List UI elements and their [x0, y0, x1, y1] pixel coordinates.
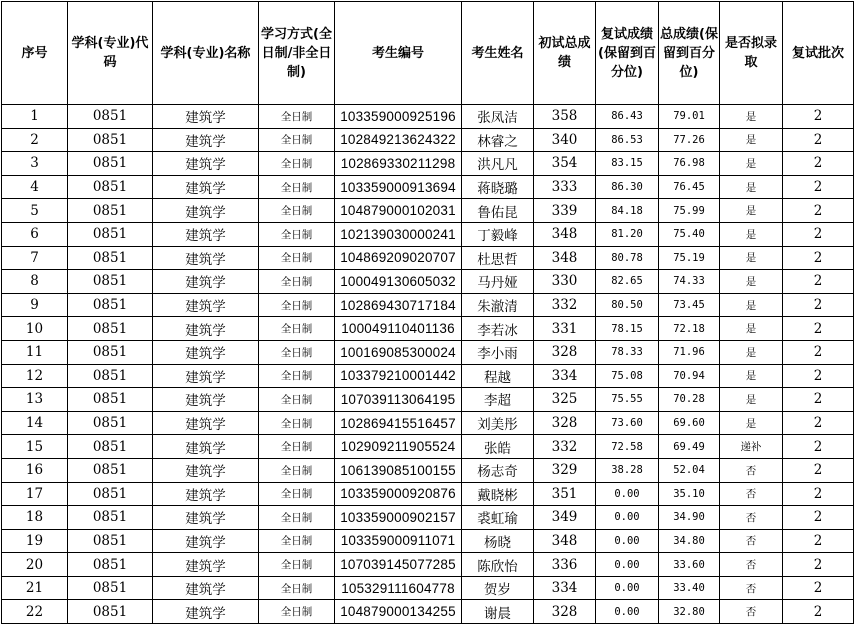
- table-row: [2, 128, 854, 152]
- cell-retest-batch: 2: [783, 388, 854, 412]
- cell-major-name: 建筑学: [153, 293, 259, 317]
- cell-retest-score: 78.33: [596, 340, 659, 364]
- cell-total-score: 75.19: [659, 246, 720, 270]
- cell-retest-batch: 2: [783, 576, 854, 600]
- cell-major-code: 0851: [68, 222, 153, 246]
- cell-initial-score: 348: [534, 246, 596, 270]
- cell-index: 21: [2, 576, 68, 600]
- table-row: [2, 222, 854, 246]
- cell-candidate-name: 陈欣怡: [462, 553, 534, 577]
- cell-index: 22: [2, 600, 68, 624]
- header-major-code: 学科(专业)代码: [68, 2, 153, 105]
- cell-total-score: 34.90: [659, 506, 720, 530]
- cell-candidate-id: 100049130605032: [335, 270, 462, 294]
- cell-study-mode: 全日制: [259, 105, 335, 129]
- cell-total-score: 32.80: [659, 600, 720, 624]
- cell-admitted: 否: [720, 506, 783, 530]
- cell-admitted: 是: [720, 411, 783, 435]
- cell-initial-score: 336: [534, 553, 596, 577]
- cell-admitted: 是: [720, 175, 783, 199]
- cell-retest-batch: 2: [783, 506, 854, 530]
- cell-study-mode: 全日制: [259, 175, 335, 199]
- cell-study-mode: 全日制: [259, 293, 335, 317]
- cell-study-mode: 全日制: [259, 482, 335, 506]
- table-row: [2, 152, 854, 176]
- table-row: [2, 105, 854, 129]
- cell-index: 6: [2, 222, 68, 246]
- cell-total-score: 76.45: [659, 175, 720, 199]
- cell-candidate-id: 106139085100155: [335, 458, 462, 482]
- cell-candidate-name: 张皓: [462, 435, 534, 459]
- cell-major-name: 建筑学: [153, 340, 259, 364]
- cell-candidate-name: 李若冰: [462, 317, 534, 341]
- cell-admitted: 是: [720, 317, 783, 341]
- cell-candidate-name: 林睿之: [462, 128, 534, 152]
- cell-major-code: 0851: [68, 482, 153, 506]
- cell-major-name: 建筑学: [153, 199, 259, 223]
- cell-candidate-id: 103359000920876: [335, 482, 462, 506]
- cell-candidate-id: 103359000902157: [335, 506, 462, 530]
- cell-major-code: 0851: [68, 152, 153, 176]
- cell-admitted: 是: [720, 293, 783, 317]
- cell-retest-batch: 2: [783, 199, 854, 223]
- cell-candidate-name: 贺岁: [462, 576, 534, 600]
- cell-study-mode: 全日制: [259, 270, 335, 294]
- cell-major-code: 0851: [68, 411, 153, 435]
- cell-index: 10: [2, 317, 68, 341]
- cell-admitted: 是: [720, 246, 783, 270]
- cell-initial-score: 348: [534, 222, 596, 246]
- cell-initial-score: 332: [534, 435, 596, 459]
- table-row: [2, 458, 854, 482]
- cell-major-code: 0851: [68, 175, 153, 199]
- cell-major-name: 建筑学: [153, 458, 259, 482]
- cell-candidate-id: 102139030000241: [335, 222, 462, 246]
- cell-retest-batch: 2: [783, 317, 854, 341]
- cell-candidate-id: 102869330211298: [335, 152, 462, 176]
- cell-study-mode: 全日制: [259, 246, 335, 270]
- cell-index: 20: [2, 553, 68, 577]
- cell-retest-score: 0.00: [596, 529, 659, 553]
- cell-total-score: 69.60: [659, 411, 720, 435]
- cell-admitted: 是: [720, 128, 783, 152]
- cell-total-score: 34.80: [659, 529, 720, 553]
- header-row: [2, 2, 854, 105]
- cell-initial-score: 331: [534, 317, 596, 341]
- cell-candidate-name: 程越: [462, 364, 534, 388]
- cell-major-code: 0851: [68, 364, 153, 388]
- cell-candidate-id: 102849213624322: [335, 128, 462, 152]
- cell-total-score: 70.28: [659, 388, 720, 412]
- cell-major-name: 建筑学: [153, 175, 259, 199]
- cell-initial-score: 348: [534, 529, 596, 553]
- cell-candidate-id: 104879000134255: [335, 600, 462, 624]
- cell-major-name: 建筑学: [153, 105, 259, 129]
- cell-retest-score: 82.65: [596, 270, 659, 294]
- cell-major-name: 建筑学: [153, 576, 259, 600]
- cell-index: 17: [2, 482, 68, 506]
- cell-candidate-name: 丁毅峰: [462, 222, 534, 246]
- table-row: [2, 246, 854, 270]
- cell-study-mode: 全日制: [259, 388, 335, 412]
- header-total-score: 总成绩(保留到百分位): [659, 2, 720, 105]
- cell-retest-score: 0.00: [596, 553, 659, 577]
- cell-retest-score: 80.78: [596, 246, 659, 270]
- cell-major-name: 建筑学: [153, 553, 259, 577]
- cell-index: 14: [2, 411, 68, 435]
- cell-total-score: 76.98: [659, 152, 720, 176]
- admission-table: [1, 1, 854, 624]
- cell-retest-score: 72.58: [596, 435, 659, 459]
- cell-initial-score: 339: [534, 199, 596, 223]
- table-row: [2, 270, 854, 294]
- table-row: [2, 175, 854, 199]
- cell-retest-score: 86.43: [596, 105, 659, 129]
- cell-admitted: 是: [720, 105, 783, 129]
- cell-index: 1: [2, 105, 68, 129]
- cell-retest-batch: 2: [783, 105, 854, 129]
- cell-initial-score: 358: [534, 105, 596, 129]
- cell-admitted: 否: [720, 529, 783, 553]
- cell-candidate-id: 102869415516457: [335, 411, 462, 435]
- cell-retest-batch: 2: [783, 600, 854, 624]
- cell-retest-batch: 2: [783, 482, 854, 506]
- cell-candidate-id: 107039145077285: [335, 553, 462, 577]
- cell-major-name: 建筑学: [153, 506, 259, 530]
- header-admitted: 是否拟录取: [720, 2, 783, 105]
- table-row: [2, 364, 854, 388]
- cell-retest-score: 80.50: [596, 293, 659, 317]
- cell-retest-batch: 2: [783, 293, 854, 317]
- cell-initial-score: 328: [534, 340, 596, 364]
- cell-major-name: 建筑学: [153, 600, 259, 624]
- cell-major-code: 0851: [68, 128, 153, 152]
- cell-total-score: 75.99: [659, 199, 720, 223]
- cell-candidate-name: 戴晓彬: [462, 482, 534, 506]
- cell-retest-batch: 2: [783, 340, 854, 364]
- cell-retest-score: 38.28: [596, 458, 659, 482]
- cell-retest-batch: 2: [783, 411, 854, 435]
- cell-initial-score: 340: [534, 128, 596, 152]
- cell-study-mode: 全日制: [259, 364, 335, 388]
- cell-major-name: 建筑学: [153, 152, 259, 176]
- cell-total-score: 73.45: [659, 293, 720, 317]
- cell-major-name: 建筑学: [153, 128, 259, 152]
- cell-initial-score: 328: [534, 411, 596, 435]
- header-initial-score: 初试总成绩: [534, 2, 596, 105]
- cell-major-name: 建筑学: [153, 482, 259, 506]
- cell-retest-score: 84.18: [596, 199, 659, 223]
- cell-major-code: 0851: [68, 600, 153, 624]
- cell-retest-score: 0.00: [596, 506, 659, 530]
- cell-major-name: 建筑学: [153, 246, 259, 270]
- cell-retest-score: 0.00: [596, 482, 659, 506]
- cell-retest-batch: 2: [783, 364, 854, 388]
- cell-candidate-name: 杜思哲: [462, 246, 534, 270]
- cell-index: 7: [2, 246, 68, 270]
- cell-study-mode: 全日制: [259, 576, 335, 600]
- cell-index: 12: [2, 364, 68, 388]
- cell-index: 5: [2, 199, 68, 223]
- cell-total-score: 35.10: [659, 482, 720, 506]
- cell-study-mode: 全日制: [259, 199, 335, 223]
- cell-index: 11: [2, 340, 68, 364]
- cell-candidate-id: 103359000925196: [335, 105, 462, 129]
- cell-candidate-name: 朱澈清: [462, 293, 534, 317]
- table-row: [2, 506, 854, 530]
- header-study-mode: 学习方式(全日制/非全日制): [259, 2, 335, 105]
- cell-index: 19: [2, 529, 68, 553]
- table-row: [2, 388, 854, 412]
- cell-candidate-id: 100049110401136: [335, 317, 462, 341]
- table-body: [2, 105, 854, 624]
- cell-initial-score: 330: [534, 270, 596, 294]
- cell-retest-score: 75.55: [596, 388, 659, 412]
- table-row: [2, 340, 854, 364]
- cell-initial-score: 328: [534, 600, 596, 624]
- cell-major-name: 建筑学: [153, 317, 259, 341]
- cell-index: 2: [2, 128, 68, 152]
- cell-major-code: 0851: [68, 388, 153, 412]
- cell-retest-score: 73.60: [596, 411, 659, 435]
- cell-major-name: 建筑学: [153, 529, 259, 553]
- cell-admitted: 是: [720, 388, 783, 412]
- cell-total-score: 52.04: [659, 458, 720, 482]
- cell-total-score: 33.40: [659, 576, 720, 600]
- header-major-name: 学科(专业)名称: [153, 2, 259, 105]
- cell-study-mode: 全日制: [259, 411, 335, 435]
- table-row: [2, 411, 854, 435]
- cell-index: 4: [2, 175, 68, 199]
- cell-candidate-id: 102909211905524: [335, 435, 462, 459]
- table-row: [2, 576, 854, 600]
- cell-index: 9: [2, 293, 68, 317]
- table-row: [2, 482, 854, 506]
- cell-major-name: 建筑学: [153, 364, 259, 388]
- cell-major-code: 0851: [68, 246, 153, 270]
- cell-study-mode: 全日制: [259, 128, 335, 152]
- cell-retest-batch: 2: [783, 435, 854, 459]
- cell-retest-batch: 2: [783, 222, 854, 246]
- table-row: [2, 317, 854, 341]
- cell-major-code: 0851: [68, 317, 153, 341]
- cell-major-name: 建筑学: [153, 270, 259, 294]
- cell-admitted: 是: [720, 222, 783, 246]
- cell-admitted: 否: [720, 600, 783, 624]
- cell-initial-score: 332: [534, 293, 596, 317]
- cell-major-code: 0851: [68, 270, 153, 294]
- cell-index: 18: [2, 506, 68, 530]
- cell-admitted: 是: [720, 152, 783, 176]
- cell-major-name: 建筑学: [153, 411, 259, 435]
- cell-major-code: 0851: [68, 529, 153, 553]
- cell-study-mode: 全日制: [259, 529, 335, 553]
- cell-retest-batch: 2: [783, 270, 854, 294]
- cell-admitted: 是: [720, 340, 783, 364]
- cell-admitted: 递补: [720, 435, 783, 459]
- cell-candidate-id: 103379210001442: [335, 364, 462, 388]
- cell-total-score: 77.26: [659, 128, 720, 152]
- cell-admitted: 否: [720, 553, 783, 577]
- cell-study-mode: 全日制: [259, 458, 335, 482]
- cell-study-mode: 全日制: [259, 340, 335, 364]
- cell-candidate-name: 洪凡凡: [462, 152, 534, 176]
- cell-retest-batch: 2: [783, 529, 854, 553]
- cell-retest-batch: 2: [783, 246, 854, 270]
- table-row: [2, 293, 854, 317]
- cell-total-score: 70.94: [659, 364, 720, 388]
- cell-index: 13: [2, 388, 68, 412]
- cell-candidate-id: 103359000913694: [335, 175, 462, 199]
- cell-initial-score: 334: [534, 576, 596, 600]
- cell-major-code: 0851: [68, 105, 153, 129]
- cell-major-code: 0851: [68, 576, 153, 600]
- cell-major-code: 0851: [68, 506, 153, 530]
- header-index: 序号: [2, 2, 68, 105]
- cell-major-code: 0851: [68, 435, 153, 459]
- cell-initial-score: 329: [534, 458, 596, 482]
- cell-retest-score: 86.53: [596, 128, 659, 152]
- cell-initial-score: 349: [534, 506, 596, 530]
- cell-major-name: 建筑学: [153, 222, 259, 246]
- cell-candidate-name: 李小雨: [462, 340, 534, 364]
- cell-study-mode: 全日制: [259, 553, 335, 577]
- cell-total-score: 71.96: [659, 340, 720, 364]
- cell-candidate-id: 105329111604778: [335, 576, 462, 600]
- cell-total-score: 74.33: [659, 270, 720, 294]
- cell-study-mode: 全日制: [259, 600, 335, 624]
- cell-study-mode: 全日制: [259, 435, 335, 459]
- cell-initial-score: 351: [534, 482, 596, 506]
- cell-candidate-name: 谢晨: [462, 600, 534, 624]
- cell-retest-score: 0.00: [596, 600, 659, 624]
- cell-major-code: 0851: [68, 458, 153, 482]
- cell-retest-batch: 2: [783, 128, 854, 152]
- cell-study-mode: 全日制: [259, 152, 335, 176]
- cell-retest-batch: 2: [783, 175, 854, 199]
- cell-candidate-name: 蒋晓璐: [462, 175, 534, 199]
- cell-candidate-name: 杨志奇: [462, 458, 534, 482]
- cell-major-name: 建筑学: [153, 388, 259, 412]
- cell-candidate-id: 103359000911071: [335, 529, 462, 553]
- cell-admitted: 否: [720, 458, 783, 482]
- cell-retest-score: 86.30: [596, 175, 659, 199]
- cell-admitted: 是: [720, 270, 783, 294]
- cell-retest-batch: 2: [783, 553, 854, 577]
- table-row: [2, 529, 854, 553]
- cell-major-code: 0851: [68, 199, 153, 223]
- cell-admitted: 否: [720, 576, 783, 600]
- table-row: [2, 600, 854, 624]
- cell-candidate-id: 107039113064195: [335, 388, 462, 412]
- cell-initial-score: 354: [534, 152, 596, 176]
- header-candidate-name: 考生姓名: [462, 2, 534, 105]
- cell-admitted: 否: [720, 482, 783, 506]
- cell-total-score: 33.60: [659, 553, 720, 577]
- cell-total-score: 69.49: [659, 435, 720, 459]
- header-retest-batch: 复试批次: [783, 2, 854, 105]
- cell-major-code: 0851: [68, 553, 153, 577]
- cell-initial-score: 333: [534, 175, 596, 199]
- cell-candidate-name: 杨晓: [462, 529, 534, 553]
- cell-retest-score: 75.08: [596, 364, 659, 388]
- cell-retest-batch: 2: [783, 152, 854, 176]
- cell-index: 16: [2, 458, 68, 482]
- cell-admitted: 是: [720, 364, 783, 388]
- cell-index: 8: [2, 270, 68, 294]
- cell-index: 3: [2, 152, 68, 176]
- cell-retest-score: 81.20: [596, 222, 659, 246]
- cell-initial-score: 325: [534, 388, 596, 412]
- table-row: [2, 199, 854, 223]
- table-row: [2, 435, 854, 459]
- cell-candidate-name: 张凤洁: [462, 105, 534, 129]
- cell-study-mode: 全日制: [259, 317, 335, 341]
- cell-total-score: 79.01: [659, 105, 720, 129]
- cell-candidate-id: 102869430717184: [335, 293, 462, 317]
- cell-candidate-id: 104869209020707: [335, 246, 462, 270]
- cell-candidate-name: 李超: [462, 388, 534, 412]
- cell-retest-score: 0.00: [596, 576, 659, 600]
- cell-admitted: 是: [720, 199, 783, 223]
- cell-major-code: 0851: [68, 340, 153, 364]
- cell-candidate-name: 裘虹瑜: [462, 506, 534, 530]
- cell-candidate-name: 马丹娅: [462, 270, 534, 294]
- cell-candidate-id: 100169085300024: [335, 340, 462, 364]
- cell-initial-score: 334: [534, 364, 596, 388]
- cell-major-code: 0851: [68, 293, 153, 317]
- table-row: [2, 553, 854, 577]
- cell-candidate-name: 刘美彤: [462, 411, 534, 435]
- cell-total-score: 72.18: [659, 317, 720, 341]
- cell-retest-score: 78.15: [596, 317, 659, 341]
- cell-total-score: 75.40: [659, 222, 720, 246]
- header-candidate-id: 考生编号: [335, 2, 462, 105]
- cell-candidate-id: 104879000102031: [335, 199, 462, 223]
- cell-index: 15: [2, 435, 68, 459]
- cell-retest-score: 83.15: [596, 152, 659, 176]
- cell-study-mode: 全日制: [259, 222, 335, 246]
- cell-retest-batch: 2: [783, 458, 854, 482]
- cell-study-mode: 全日制: [259, 506, 335, 530]
- cell-candidate-name: 鲁佑昆: [462, 199, 534, 223]
- header-retest-score: 复试成绩(保留到百分位): [596, 2, 659, 105]
- cell-major-name: 建筑学: [153, 435, 259, 459]
